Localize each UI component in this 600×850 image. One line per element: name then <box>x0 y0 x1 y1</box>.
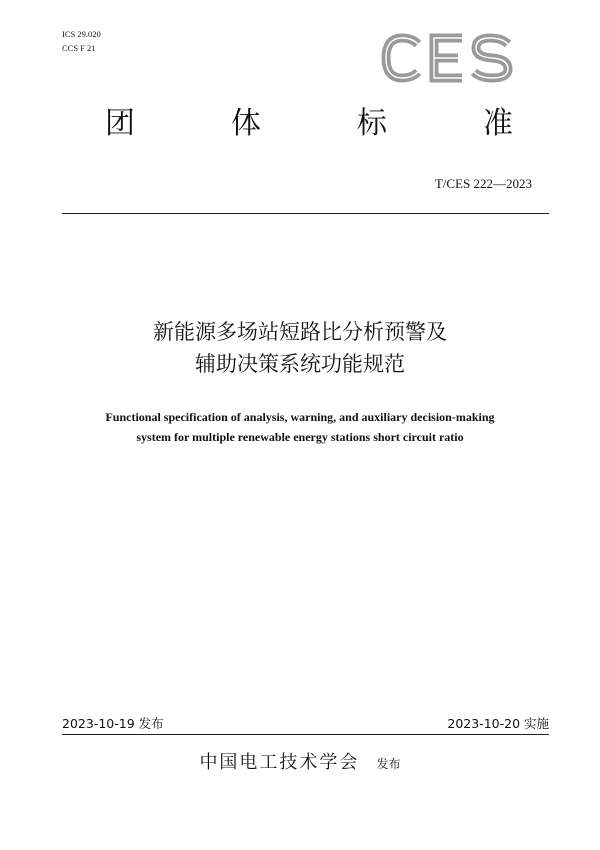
standard-type-char: 团 <box>105 106 135 141</box>
ces-logo-icon <box>378 32 518 84</box>
chinese-title <box>0 316 600 380</box>
standard-type-heading <box>105 104 513 144</box>
classification-codes <box>62 27 101 55</box>
publisher-organization: 中国电工技术学会 <box>199 752 360 773</box>
english-title-line: system for multiple renewable energy stations short circuit ratio <box>136 430 464 444</box>
standard-type-char: 标 <box>357 106 387 141</box>
chinese-title-line: 新能源多场站短路比分析预警及 <box>153 320 447 344</box>
standard-type-char: 准 <box>483 106 513 141</box>
ics-code: ICS 29.020 <box>62 29 101 39</box>
standard-type-char: 体 <box>231 106 261 141</box>
issue-date: 2023-10-19 发布 <box>62 716 164 731</box>
chinese-title-line: 辅助决策系统功能规范 <box>195 352 405 376</box>
footer-divider <box>62 734 549 735</box>
implementation-date: 2023-10-20 实施 <box>447 716 549 731</box>
publisher-line <box>0 748 600 774</box>
header-divider <box>62 213 549 214</box>
publisher-action: 发布 <box>376 757 401 771</box>
english-title-line: Functional specification of analysis, warning, and auxiliary decision-making <box>105 410 495 424</box>
ccs-code: CCS F 21 <box>62 43 96 53</box>
standard-number: T/CES 222—2023 <box>434 176 532 191</box>
english-title <box>0 407 600 447</box>
